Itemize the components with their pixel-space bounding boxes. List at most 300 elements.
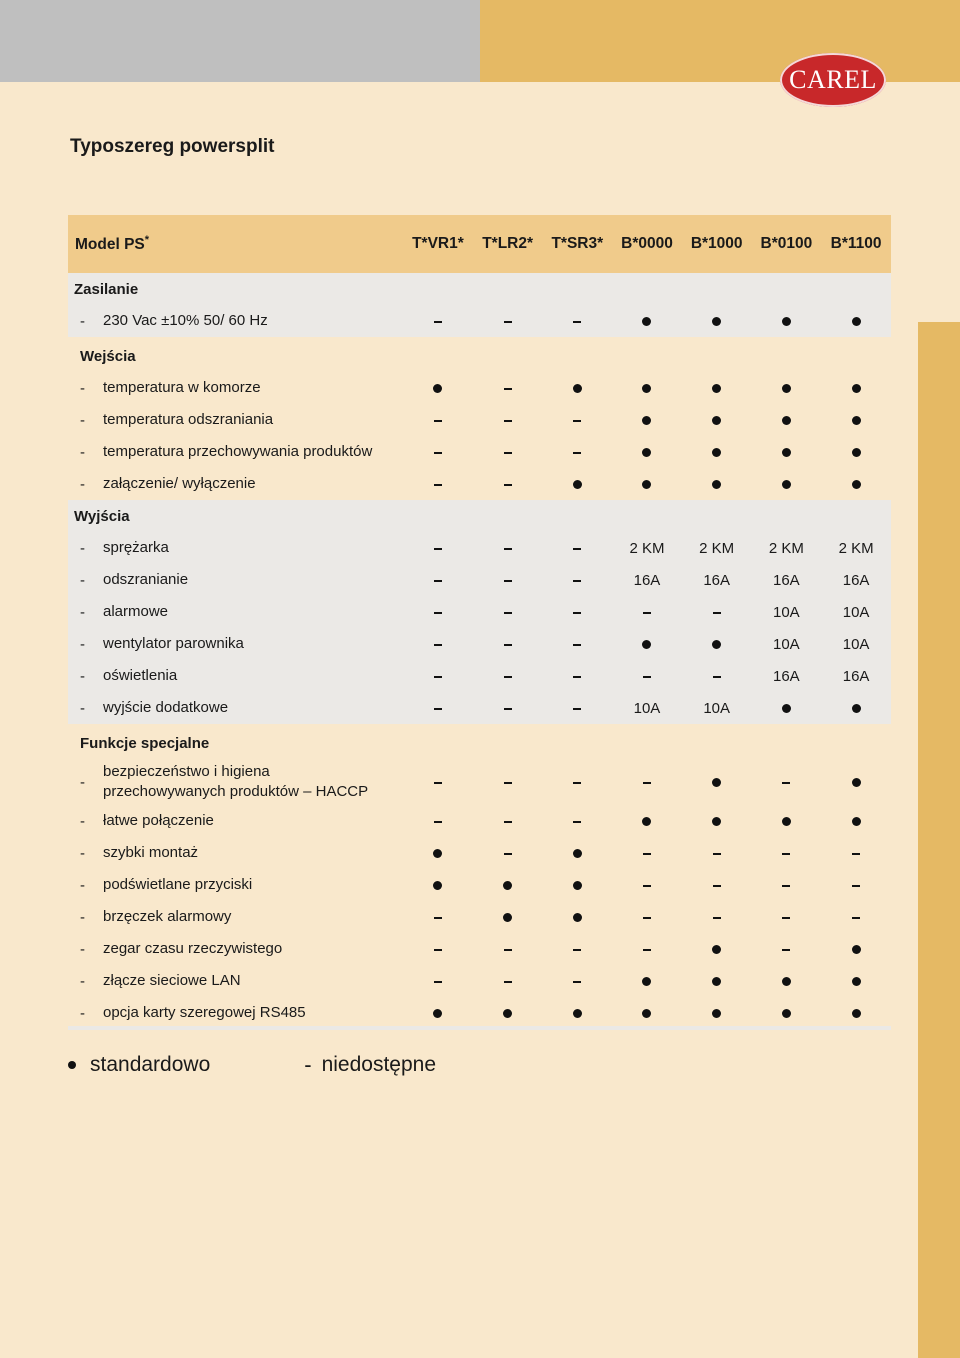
value-cell (403, 759, 473, 805)
cell-value: 10A (842, 635, 870, 653)
value-cell (403, 692, 473, 726)
table-row (68, 404, 891, 436)
section-row (68, 500, 891, 532)
section-title: Wyjścia (68, 500, 891, 532)
row-label-line: oświetlenia (103, 667, 178, 684)
value-cell (612, 404, 682, 436)
unavailable-dash-icon (434, 676, 442, 678)
value-cell (682, 468, 752, 500)
value-cell (473, 532, 543, 564)
standard-dot-icon (782, 1009, 791, 1018)
row-label (103, 660, 403, 692)
row-label-line: wyjście dodatkowe (103, 699, 229, 716)
unavailable-dash-icon (782, 853, 790, 855)
row-label-line: załączenie/ wyłączenie (103, 475, 256, 492)
value-cell (542, 759, 612, 805)
table-row (68, 532, 891, 564)
value-cell (473, 628, 543, 660)
standard-dot-icon (712, 1009, 721, 1018)
value-cell (752, 692, 822, 726)
value-cell (542, 372, 612, 404)
value-cell (403, 901, 473, 933)
value-cell (752, 404, 822, 436)
cell-value: 2 KM (629, 539, 665, 557)
value-cell (612, 596, 682, 628)
row-label (103, 869, 403, 901)
value-cell (612, 628, 682, 660)
value-cell (752, 933, 822, 965)
side-accent-strip (918, 322, 960, 1358)
value-cell (682, 837, 752, 869)
unavailable-dash-icon (504, 782, 512, 784)
standard-dot-icon (852, 416, 861, 425)
unavailable-dash-icon (434, 420, 442, 422)
value-cell (542, 468, 612, 500)
row-label (103, 532, 403, 564)
value-cell (542, 692, 612, 726)
value-cell (403, 660, 473, 692)
value-cell (821, 933, 891, 965)
standard-dot-icon (503, 881, 512, 890)
logo-text: CAREL (789, 65, 877, 94)
value-cell (473, 901, 543, 933)
unavailable-dash-icon (573, 321, 581, 323)
row-label-line: łatwe połączenie (103, 812, 214, 829)
standard-dot-icon (852, 317, 861, 326)
unavailable-dash-icon (573, 949, 581, 951)
value-cell (752, 660, 822, 692)
table-row (68, 759, 891, 805)
cell-value: 16A (842, 667, 870, 685)
value-cell (752, 759, 822, 805)
column-header: T*LR2* (473, 215, 543, 273)
standard-dot-icon (573, 849, 582, 858)
unavailable-dash-icon (643, 612, 651, 614)
value-cell (612, 372, 682, 404)
legend-dash-symbol: - (304, 1052, 312, 1077)
unavailable-dash-icon (713, 917, 721, 919)
value-cell (821, 532, 891, 564)
unavailable-dash-icon (434, 708, 442, 710)
row-label (103, 901, 403, 933)
unavailable-dash-icon (573, 981, 581, 983)
value-cell (473, 837, 543, 869)
row-prefix: - (68, 660, 103, 692)
row-label-line: 230 Vac ±10% 50/ 60 Hz (103, 312, 268, 329)
page-title: Typoszereg powersplit (70, 136, 275, 157)
table-row (68, 869, 891, 901)
unavailable-dash-icon (573, 420, 581, 422)
unavailable-dash-icon (573, 644, 581, 646)
value-cell (473, 436, 543, 468)
row-label-line: zegar czasu rzeczywistego (103, 940, 283, 957)
value-cell (682, 869, 752, 901)
standard-dot-icon (782, 317, 791, 326)
standard-dot-icon (712, 416, 721, 425)
table-row (68, 372, 891, 404)
standard-dot-icon (782, 977, 791, 986)
standard-dot-icon (433, 384, 442, 393)
unavailable-dash-icon (504, 644, 512, 646)
row-label-line: bezpieczeństwo i higiena (103, 763, 270, 780)
unavailable-dash-icon (573, 676, 581, 678)
value-cell (542, 564, 612, 596)
value-cell (682, 628, 752, 660)
value-cell (403, 468, 473, 500)
value-cell (752, 965, 822, 997)
value-cell (821, 692, 891, 726)
row-prefix: - (80, 940, 85, 958)
value-cell (403, 933, 473, 965)
standard-dot-icon (642, 480, 651, 489)
row-prefix: - (68, 596, 103, 628)
cell-value: 10A (703, 699, 731, 717)
table-row (68, 660, 891, 692)
row-prefix: - (80, 443, 85, 461)
standard-dot-icon (712, 640, 721, 649)
value-cell (821, 869, 891, 901)
cell-value: 10A (773, 603, 800, 621)
value-cell (682, 596, 752, 628)
value-cell (612, 468, 682, 500)
table-row (68, 468, 891, 500)
value-cell (542, 660, 612, 692)
unavailable-dash-icon (713, 612, 721, 614)
standard-dot-icon (712, 448, 721, 457)
unavailable-dash-icon (504, 981, 512, 983)
unavailable-dash-icon (643, 782, 651, 784)
value-cell (682, 404, 752, 436)
legend-unavailable-text: niedostępne (321, 1053, 437, 1076)
value-cell (403, 372, 473, 404)
unavailable-dash-icon (782, 917, 790, 919)
table-row (68, 436, 891, 468)
standard-dot-icon (503, 913, 512, 922)
unavailable-dash-icon (782, 949, 790, 951)
value-cell (821, 628, 891, 660)
section-row (68, 726, 891, 760)
value-cell (682, 933, 752, 965)
row-label (103, 564, 403, 596)
standard-dot-icon (712, 480, 721, 489)
value-cell (473, 305, 543, 339)
unavailable-dash-icon (434, 580, 442, 582)
value-cell (682, 532, 752, 564)
value-cell (752, 901, 822, 933)
row-label (103, 805, 403, 837)
unavailable-dash-icon (504, 388, 512, 390)
standard-dot-icon (573, 913, 582, 922)
unavailable-dash-icon (504, 452, 512, 454)
standard-dot-icon (852, 1009, 861, 1018)
value-cell (821, 564, 891, 596)
row-prefix: - (68, 692, 103, 726)
cell-value: 16A (773, 571, 800, 589)
value-cell (542, 837, 612, 869)
value-cell (682, 305, 752, 339)
value-cell (752, 468, 822, 500)
row-label-line: podświetlane przyciski (103, 876, 253, 893)
value-cell (473, 692, 543, 726)
table-row (68, 965, 891, 997)
unavailable-dash-icon (852, 917, 860, 919)
value-cell (682, 901, 752, 933)
value-cell (473, 468, 543, 500)
row-label-line: temperatura w komorze (103, 379, 261, 396)
value-cell (752, 805, 822, 837)
value-cell (821, 596, 891, 628)
column-header: B*0100 (752, 215, 822, 273)
product-comparison-table (68, 215, 891, 1029)
standard-dot-icon (852, 384, 861, 393)
standard-dot-icon (782, 416, 791, 425)
value-cell (403, 965, 473, 997)
value-cell (821, 997, 891, 1029)
unavailable-dash-icon (504, 420, 512, 422)
value-cell (403, 869, 473, 901)
standard-dot-icon (782, 817, 791, 826)
row-label-line: temperatura przechowywania produktów (103, 443, 373, 460)
standard-dot-icon (852, 704, 861, 713)
unavailable-dash-icon (852, 885, 860, 887)
row-label-line: odszranianie (103, 571, 189, 588)
cell-value: 16A (633, 571, 661, 589)
value-cell (542, 596, 612, 628)
cell-value: 16A (773, 667, 800, 685)
unavailable-dash-icon (434, 612, 442, 614)
standard-dot-icon (712, 778, 721, 787)
row-label (103, 759, 403, 805)
value-cell (821, 901, 891, 933)
column-header: T*SR3* (542, 215, 612, 273)
row-prefix: - (80, 1004, 85, 1022)
value-cell (542, 965, 612, 997)
row-label-line: temperatura odszraniania (103, 411, 274, 428)
unavailable-dash-icon (782, 885, 790, 887)
unavailable-dash-icon (504, 708, 512, 710)
value-cell (542, 404, 612, 436)
value-cell (542, 805, 612, 837)
cell-value: 16A (842, 571, 870, 589)
value-cell (821, 404, 891, 436)
legend-standard-text: standardowo (90, 1053, 211, 1076)
unavailable-dash-icon (504, 612, 512, 614)
model-header (68, 215, 403, 273)
row-label-line: przechowywanych produktów – HACCP (103, 783, 369, 800)
standard-dot-icon (782, 384, 791, 393)
value-cell (752, 564, 822, 596)
unavailable-dash-icon (852, 853, 860, 855)
cell-value: 10A (842, 603, 870, 621)
unavailable-dash-icon (434, 981, 442, 983)
cell-value: 10A (633, 699, 661, 717)
value-cell (821, 372, 891, 404)
section-title: Wejścia (80, 347, 136, 365)
value-cell (542, 869, 612, 901)
row-prefix: - (80, 475, 85, 493)
row-label (103, 372, 403, 404)
value-cell (473, 933, 543, 965)
section-row (68, 339, 891, 373)
standard-dot-icon (852, 945, 861, 954)
value-cell (682, 436, 752, 468)
header-band-gray (0, 0, 480, 82)
value-cell (682, 997, 752, 1029)
standard-dot-icon (642, 817, 651, 826)
row-label-line: sprężarka (103, 539, 169, 556)
legend-dot-symbol (68, 1061, 76, 1069)
value-cell (612, 692, 682, 726)
value-cell (821, 660, 891, 692)
unavailable-dash-icon (573, 580, 581, 582)
section-title: Zasilanie (68, 273, 891, 305)
value-cell (752, 305, 822, 339)
column-header: T*VR1* (403, 215, 473, 273)
standard-dot-icon (642, 640, 651, 649)
table-row (68, 564, 891, 596)
standard-dot-icon (712, 384, 721, 393)
value-cell (473, 564, 543, 596)
row-prefix: - (80, 876, 85, 894)
unavailable-dash-icon (573, 782, 581, 784)
unavailable-dash-icon (434, 484, 442, 486)
value-cell (612, 305, 682, 339)
value-cell (542, 997, 612, 1029)
value-cell (403, 404, 473, 436)
unavailable-dash-icon (434, 949, 442, 951)
column-header: B*1000 (682, 215, 752, 273)
value-cell (821, 965, 891, 997)
unavailable-dash-icon (713, 676, 721, 678)
unavailable-dash-icon (573, 612, 581, 614)
unavailable-dash-icon (643, 885, 651, 887)
value-cell (542, 933, 612, 965)
model-sup: * (144, 233, 150, 246)
unavailable-dash-icon (504, 580, 512, 582)
value-cell (612, 436, 682, 468)
value-cell (752, 372, 822, 404)
standard-dot-icon (573, 384, 582, 393)
value-cell (542, 532, 612, 564)
value-cell (473, 997, 543, 1029)
unavailable-dash-icon (713, 885, 721, 887)
row-label-line: złącze sieciowe LAN (103, 972, 241, 989)
value-cell (403, 436, 473, 468)
value-cell (612, 965, 682, 997)
standard-dot-icon (433, 1009, 442, 1018)
row-prefix: - (80, 812, 85, 830)
standard-dot-icon (642, 416, 651, 425)
value-cell (403, 628, 473, 660)
row-prefix: - (80, 773, 85, 791)
value-cell (403, 997, 473, 1029)
standard-dot-icon (712, 317, 721, 326)
value-cell (821, 436, 891, 468)
unavailable-dash-icon (504, 676, 512, 678)
row-label (103, 596, 403, 628)
standard-dot-icon (503, 1009, 512, 1018)
row-label-line: wentylator parownika (103, 635, 244, 652)
value-cell (473, 596, 543, 628)
value-cell (542, 436, 612, 468)
standard-dot-icon (573, 480, 582, 489)
table-row (68, 933, 891, 965)
row-label (103, 628, 403, 660)
row-label-line: brzęczek alarmowy (103, 908, 232, 925)
column-header: B*0000 (612, 215, 682, 273)
row-label (103, 692, 403, 726)
value-cell (752, 596, 822, 628)
standard-dot-icon (433, 849, 442, 858)
standard-dot-icon (852, 817, 861, 826)
unavailable-dash-icon (643, 853, 651, 855)
standard-dot-icon (642, 448, 651, 457)
value-cell (612, 901, 682, 933)
cell-value: 2 KM (699, 539, 735, 557)
section-title: Funkcje specjalne (80, 734, 210, 752)
unavailable-dash-icon (434, 452, 442, 454)
table-row (68, 692, 891, 726)
value-cell (821, 468, 891, 500)
unavailable-dash-icon (504, 484, 512, 486)
row-label (103, 933, 403, 965)
unavailable-dash-icon (434, 644, 442, 646)
unavailable-dash-icon (434, 821, 442, 823)
unavailable-dash-icon (643, 949, 651, 951)
standard-dot-icon (852, 778, 861, 787)
value-cell (682, 660, 752, 692)
value-cell (752, 869, 822, 901)
row-label (103, 965, 403, 997)
value-cell (682, 965, 752, 997)
value-cell (612, 869, 682, 901)
cell-value: 10A (773, 635, 800, 653)
cell-value: 16A (703, 571, 731, 589)
header-band-gold (480, 0, 960, 82)
standard-dot-icon (433, 881, 442, 890)
value-cell (612, 660, 682, 692)
standard-dot-icon (712, 945, 721, 954)
value-cell (612, 532, 682, 564)
row-label-line: szybki montaż (103, 844, 199, 861)
row-label-line: alarmowe (103, 603, 169, 620)
row-prefix: - (68, 628, 103, 660)
standard-dot-icon (782, 480, 791, 489)
table-row (68, 805, 891, 837)
value-cell (752, 628, 822, 660)
value-cell (403, 805, 473, 837)
cell-value: 2 KM (768, 539, 804, 557)
table-row (68, 997, 891, 1029)
standard-dot-icon (852, 448, 861, 457)
section-row (68, 273, 891, 305)
standard-dot-icon (642, 317, 651, 326)
row-label-line: opcja karty szeregowej RS485 (103, 1004, 306, 1021)
value-cell (473, 759, 543, 805)
row-prefix: - (80, 972, 85, 990)
standard-dot-icon (782, 704, 791, 713)
unavailable-dash-icon (643, 917, 651, 919)
value-cell (821, 837, 891, 869)
value-cell (821, 805, 891, 837)
value-cell (473, 965, 543, 997)
row-label (103, 837, 403, 869)
unavailable-dash-icon (504, 321, 512, 323)
standard-dot-icon (852, 480, 861, 489)
unavailable-dash-icon (504, 853, 512, 855)
unavailable-dash-icon (504, 949, 512, 951)
value-cell (821, 759, 891, 805)
